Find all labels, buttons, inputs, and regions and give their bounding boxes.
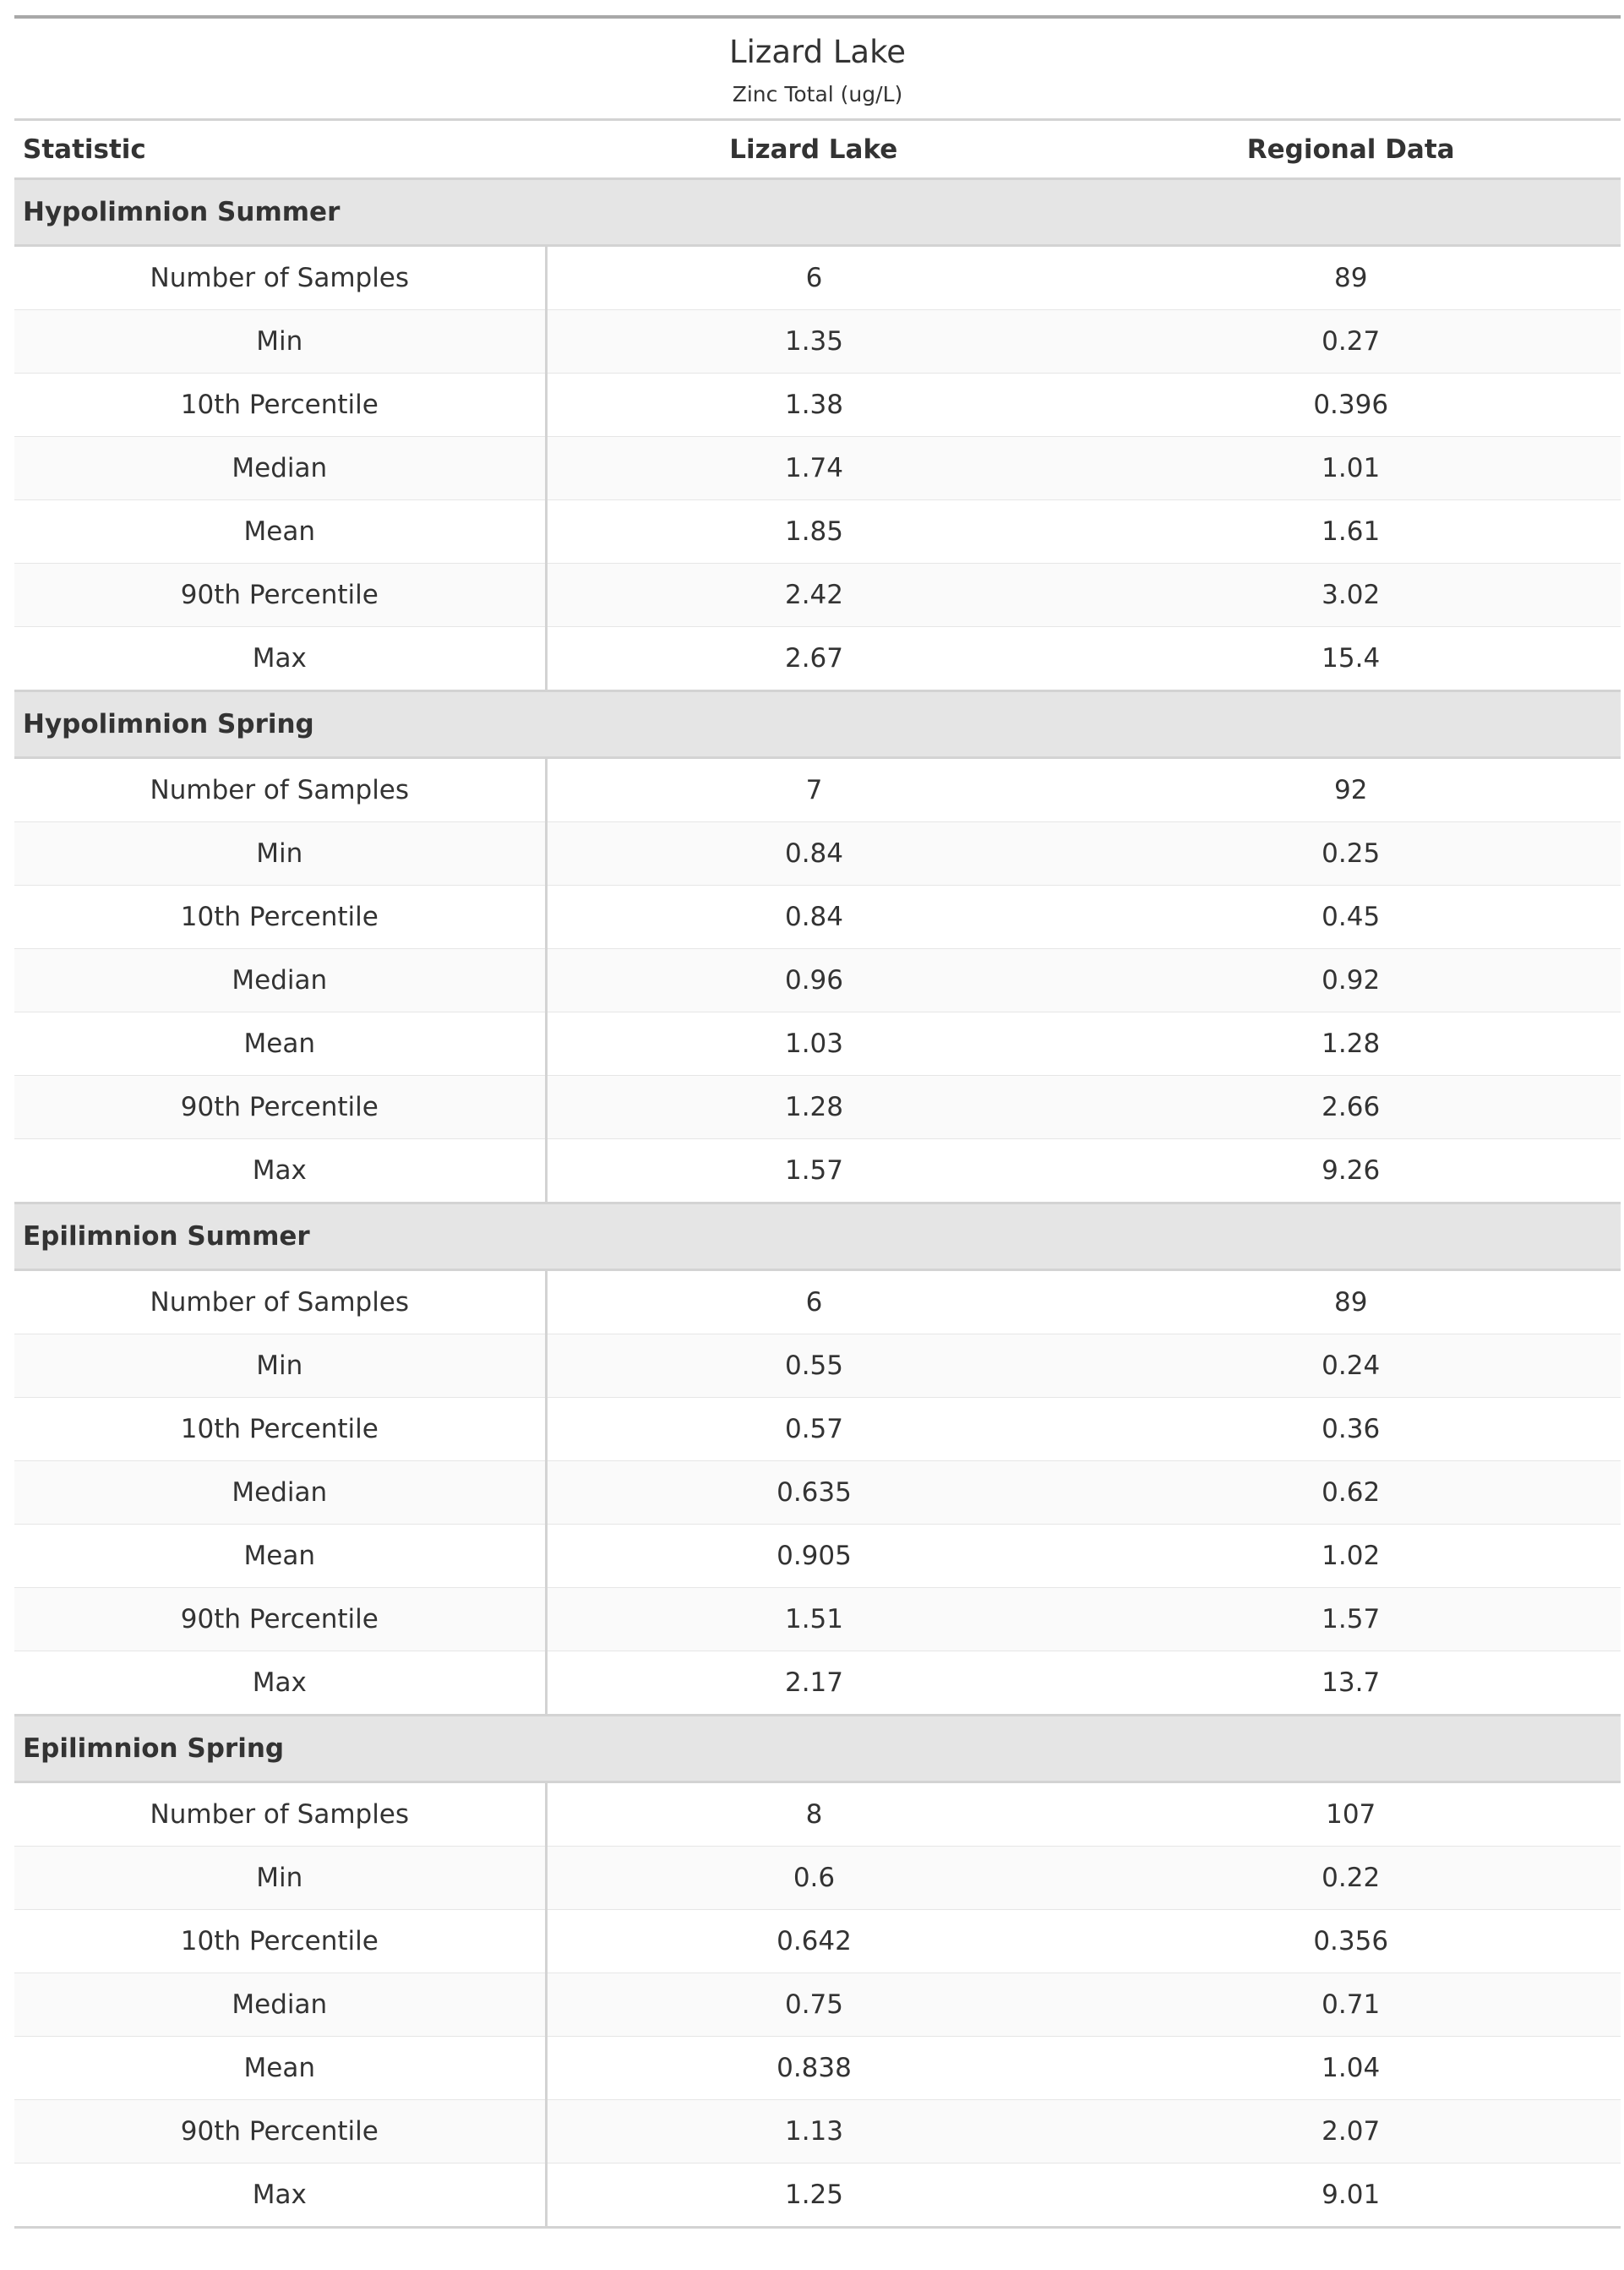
regional-data-value: 0.36 xyxy=(1081,1398,1621,1461)
statistic-cell: Median xyxy=(14,1461,546,1525)
table-row xyxy=(14,758,1621,822)
regional-data-value: 2.07 xyxy=(1081,2100,1621,2164)
table-row xyxy=(14,1847,1621,1910)
group-header-row xyxy=(14,691,1621,758)
lizard-lake-value: 1.74 xyxy=(546,437,1081,500)
table-row xyxy=(14,627,1621,691)
column-header-regional-data: Regional Data xyxy=(1081,120,1621,179)
lizard-lake-value: 0.6 xyxy=(546,1847,1081,1910)
lizard-lake-value: 1.35 xyxy=(546,310,1081,374)
table-title-row xyxy=(14,17,1621,120)
statistic-cell: 90th Percentile xyxy=(14,1076,546,1139)
regional-data-value: 0.356 xyxy=(1081,1910,1621,1973)
table-row xyxy=(14,1588,1621,1651)
lizard-lake-value: 0.84 xyxy=(546,822,1081,886)
statistic-cell: Mean xyxy=(14,1012,546,1076)
lizard-lake-value: 0.84 xyxy=(546,886,1081,949)
regional-data-value: 1.57 xyxy=(1081,1588,1621,1651)
table-row xyxy=(14,310,1621,374)
statistic-cell: Median xyxy=(14,1973,546,2037)
statistic-cell: Number of Samples xyxy=(14,758,546,822)
group-header-row xyxy=(14,1716,1621,1782)
table-row xyxy=(14,949,1621,1012)
group-label: Epilimnion Spring xyxy=(14,1716,1621,1782)
table-row xyxy=(14,886,1621,949)
regional-data-value: 9.01 xyxy=(1081,2164,1621,2228)
lizard-lake-value: 1.28 xyxy=(546,1076,1081,1139)
lizard-lake-value: 0.635 xyxy=(546,1461,1081,1525)
statistic-cell: Number of Samples xyxy=(14,1782,546,1847)
lizard-lake-value: 0.96 xyxy=(546,949,1081,1012)
table-row xyxy=(14,1139,1621,1203)
lizard-lake-value: 0.55 xyxy=(546,1334,1081,1398)
table-row xyxy=(14,246,1621,310)
table-subtitle: Zinc Total (ug/L) xyxy=(732,82,903,106)
table-row xyxy=(14,822,1621,886)
regional-data-value: 0.25 xyxy=(1081,822,1621,886)
lizard-lake-value: 1.03 xyxy=(546,1012,1081,1076)
table-row xyxy=(14,1012,1621,1076)
table-row xyxy=(14,2100,1621,2164)
lizard-lake-value: 1.25 xyxy=(546,2164,1081,2228)
stats-table-container xyxy=(14,15,1621,2229)
regional-data-value: 0.396 xyxy=(1081,374,1621,437)
group-label: Hypolimnion Spring xyxy=(14,691,1621,758)
statistic-cell: 10th Percentile xyxy=(14,374,546,437)
statistic-cell: 10th Percentile xyxy=(14,1910,546,1973)
statistic-cell: Max xyxy=(14,1651,546,1716)
column-header-lizard-lake: Lizard Lake xyxy=(546,120,1081,179)
group-header-row xyxy=(14,179,1621,246)
lizard-lake-value: 1.51 xyxy=(546,1588,1081,1651)
statistic-cell: Median xyxy=(14,437,546,500)
regional-data-value: 89 xyxy=(1081,246,1621,310)
lizard-lake-value: 6 xyxy=(546,1270,1081,1334)
table-row xyxy=(14,2037,1621,2100)
table-row xyxy=(14,1782,1621,1847)
column-header-row xyxy=(14,120,1621,179)
regional-data-value: 0.71 xyxy=(1081,1973,1621,2037)
lizard-lake-value: 1.13 xyxy=(546,2100,1081,2164)
regional-data-value: 13.7 xyxy=(1081,1651,1621,1716)
lizard-lake-value: 0.838 xyxy=(546,2037,1081,2100)
table-row xyxy=(14,1076,1621,1139)
table-row xyxy=(14,1525,1621,1588)
regional-data-value: 0.24 xyxy=(1081,1334,1621,1398)
statistic-cell: Mean xyxy=(14,500,546,564)
regional-data-value: 1.04 xyxy=(1081,2037,1621,2100)
statistic-cell: Number of Samples xyxy=(14,1270,546,1334)
statistic-cell: 10th Percentile xyxy=(14,1398,546,1461)
lizard-lake-value: 2.17 xyxy=(546,1651,1081,1716)
table-row xyxy=(14,1270,1621,1334)
regional-data-value: 107 xyxy=(1081,1782,1621,1847)
statistic-cell: 90th Percentile xyxy=(14,1588,546,1651)
regional-data-value: 0.62 xyxy=(1081,1461,1621,1525)
statistic-cell: 90th Percentile xyxy=(14,564,546,627)
table-row xyxy=(14,500,1621,564)
statistic-cell: 90th Percentile xyxy=(14,2100,546,2164)
statistic-cell: Min xyxy=(14,1847,546,1910)
column-header-statistic: Statistic xyxy=(14,120,546,179)
statistic-cell: Min xyxy=(14,1334,546,1398)
zinc-statistics-table xyxy=(14,15,1621,2229)
table-row xyxy=(14,2164,1621,2228)
lizard-lake-value: 0.75 xyxy=(546,1973,1081,2037)
statistic-cell: Min xyxy=(14,822,546,886)
regional-data-value: 92 xyxy=(1081,758,1621,822)
regional-data-value: 1.02 xyxy=(1081,1525,1621,1588)
regional-data-value: 0.27 xyxy=(1081,310,1621,374)
regional-data-value: 89 xyxy=(1081,1270,1621,1334)
group-label: Epilimnion Summer xyxy=(14,1203,1621,1270)
table-row xyxy=(14,1334,1621,1398)
regional-data-value: 1.61 xyxy=(1081,500,1621,564)
table-body xyxy=(14,179,1621,2228)
statistic-cell: Max xyxy=(14,2164,546,2228)
lizard-lake-value: 1.85 xyxy=(546,500,1081,564)
table-row xyxy=(14,1651,1621,1716)
table-title: Lizard Lake xyxy=(729,34,906,70)
lizard-lake-value: 0.642 xyxy=(546,1910,1081,1973)
table-row xyxy=(14,1910,1621,1973)
statistic-cell: Mean xyxy=(14,2037,546,2100)
regional-data-value: 2.66 xyxy=(1081,1076,1621,1139)
statistic-cell: Median xyxy=(14,949,546,1012)
lizard-lake-value: 0.905 xyxy=(546,1525,1081,1588)
lizard-lake-value: 2.42 xyxy=(546,564,1081,627)
statistic-cell: Max xyxy=(14,1139,546,1203)
statistic-cell: Min xyxy=(14,310,546,374)
table-row xyxy=(14,1398,1621,1461)
table-row xyxy=(14,1973,1621,2037)
lizard-lake-value: 6 xyxy=(546,246,1081,310)
group-label: Hypolimnion Summer xyxy=(14,179,1621,246)
lizard-lake-value: 8 xyxy=(546,1782,1081,1847)
table-row xyxy=(14,437,1621,500)
lizard-lake-value: 7 xyxy=(546,758,1081,822)
table-row xyxy=(14,1461,1621,1525)
regional-data-value: 1.01 xyxy=(1081,437,1621,500)
lizard-lake-value: 2.67 xyxy=(546,627,1081,691)
statistic-cell: Number of Samples xyxy=(14,246,546,310)
group-header-row xyxy=(14,1203,1621,1270)
regional-data-value: 1.28 xyxy=(1081,1012,1621,1076)
regional-data-value: 0.92 xyxy=(1081,949,1621,1012)
regional-data-value: 0.22 xyxy=(1081,1847,1621,1910)
lizard-lake-value: 0.57 xyxy=(546,1398,1081,1461)
statistic-cell: Mean xyxy=(14,1525,546,1588)
statistic-cell: 10th Percentile xyxy=(14,886,546,949)
statistic-cell: Max xyxy=(14,627,546,691)
lizard-lake-value: 1.57 xyxy=(546,1139,1081,1203)
regional-data-value: 0.45 xyxy=(1081,886,1621,949)
regional-data-value: 15.4 xyxy=(1081,627,1621,691)
table-row xyxy=(14,564,1621,627)
regional-data-value: 9.26 xyxy=(1081,1139,1621,1203)
table-row xyxy=(14,374,1621,437)
regional-data-value: 3.02 xyxy=(1081,564,1621,627)
lizard-lake-value: 1.38 xyxy=(546,374,1081,437)
